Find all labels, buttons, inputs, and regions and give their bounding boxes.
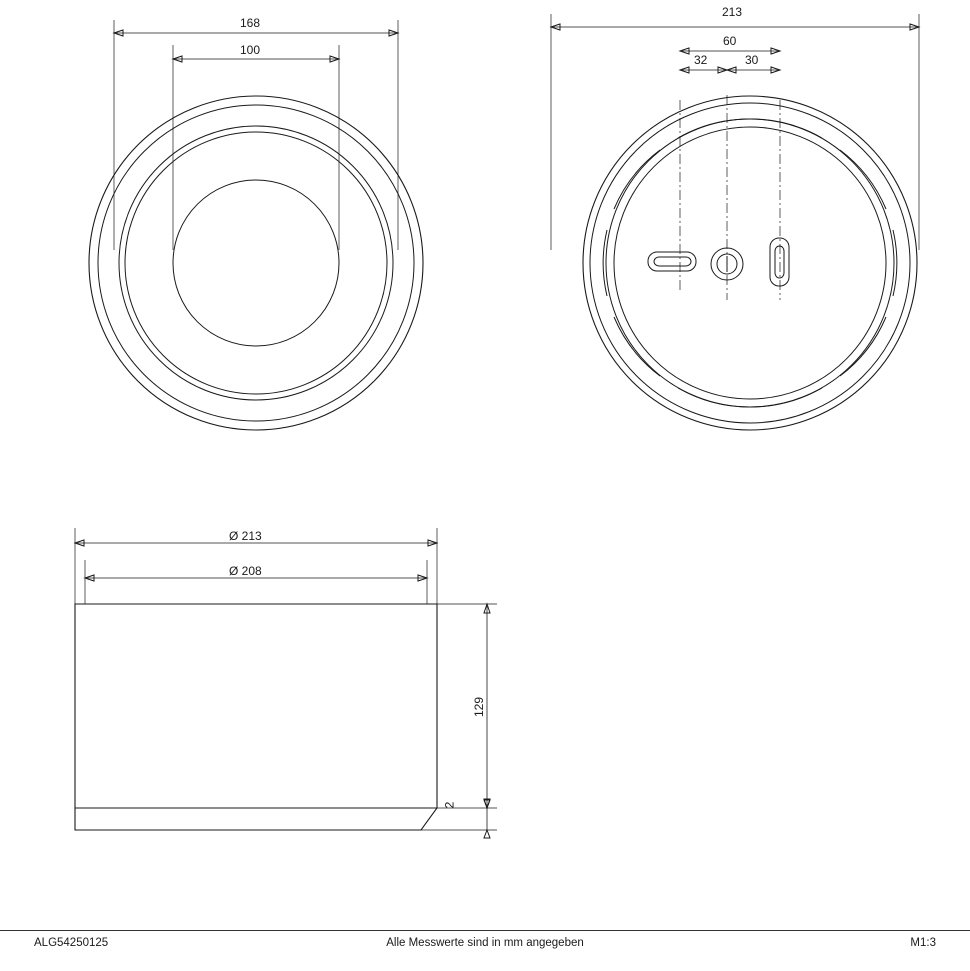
drawing-id: ALG54250125 — [34, 937, 109, 949]
side-body-outline — [75, 604, 437, 830]
drawing-footer — [0, 930, 970, 971]
side-arrow-bottom-2 — [484, 830, 490, 838]
dim-label-32: 32 — [694, 53, 708, 67]
drawing-scale: M1:3 — [910, 937, 936, 949]
dim-label-168: 168 — [240, 16, 261, 30]
rear-outer-circle — [583, 96, 917, 430]
measurement-note: Alle Messwerte sind in mm angegeben — [386, 937, 584, 949]
dim-label-dia-208: Ø 208 — [229, 564, 262, 578]
front-view-group — [89, 20, 423, 430]
dim-label-129: 129 — [472, 696, 487, 718]
dim-label-2: 2 — [442, 801, 457, 809]
front-outer-circle — [89, 96, 423, 430]
rear-view-group — [551, 14, 919, 430]
dim-label-60: 60 — [723, 34, 737, 48]
dim-label-213: 213 — [722, 5, 743, 19]
dim-label-100: 100 — [240, 43, 261, 57]
dim-label-dia-213: Ø 213 — [229, 529, 262, 543]
side-view-group — [75, 528, 497, 838]
dim-label-30: 30 — [745, 53, 759, 67]
